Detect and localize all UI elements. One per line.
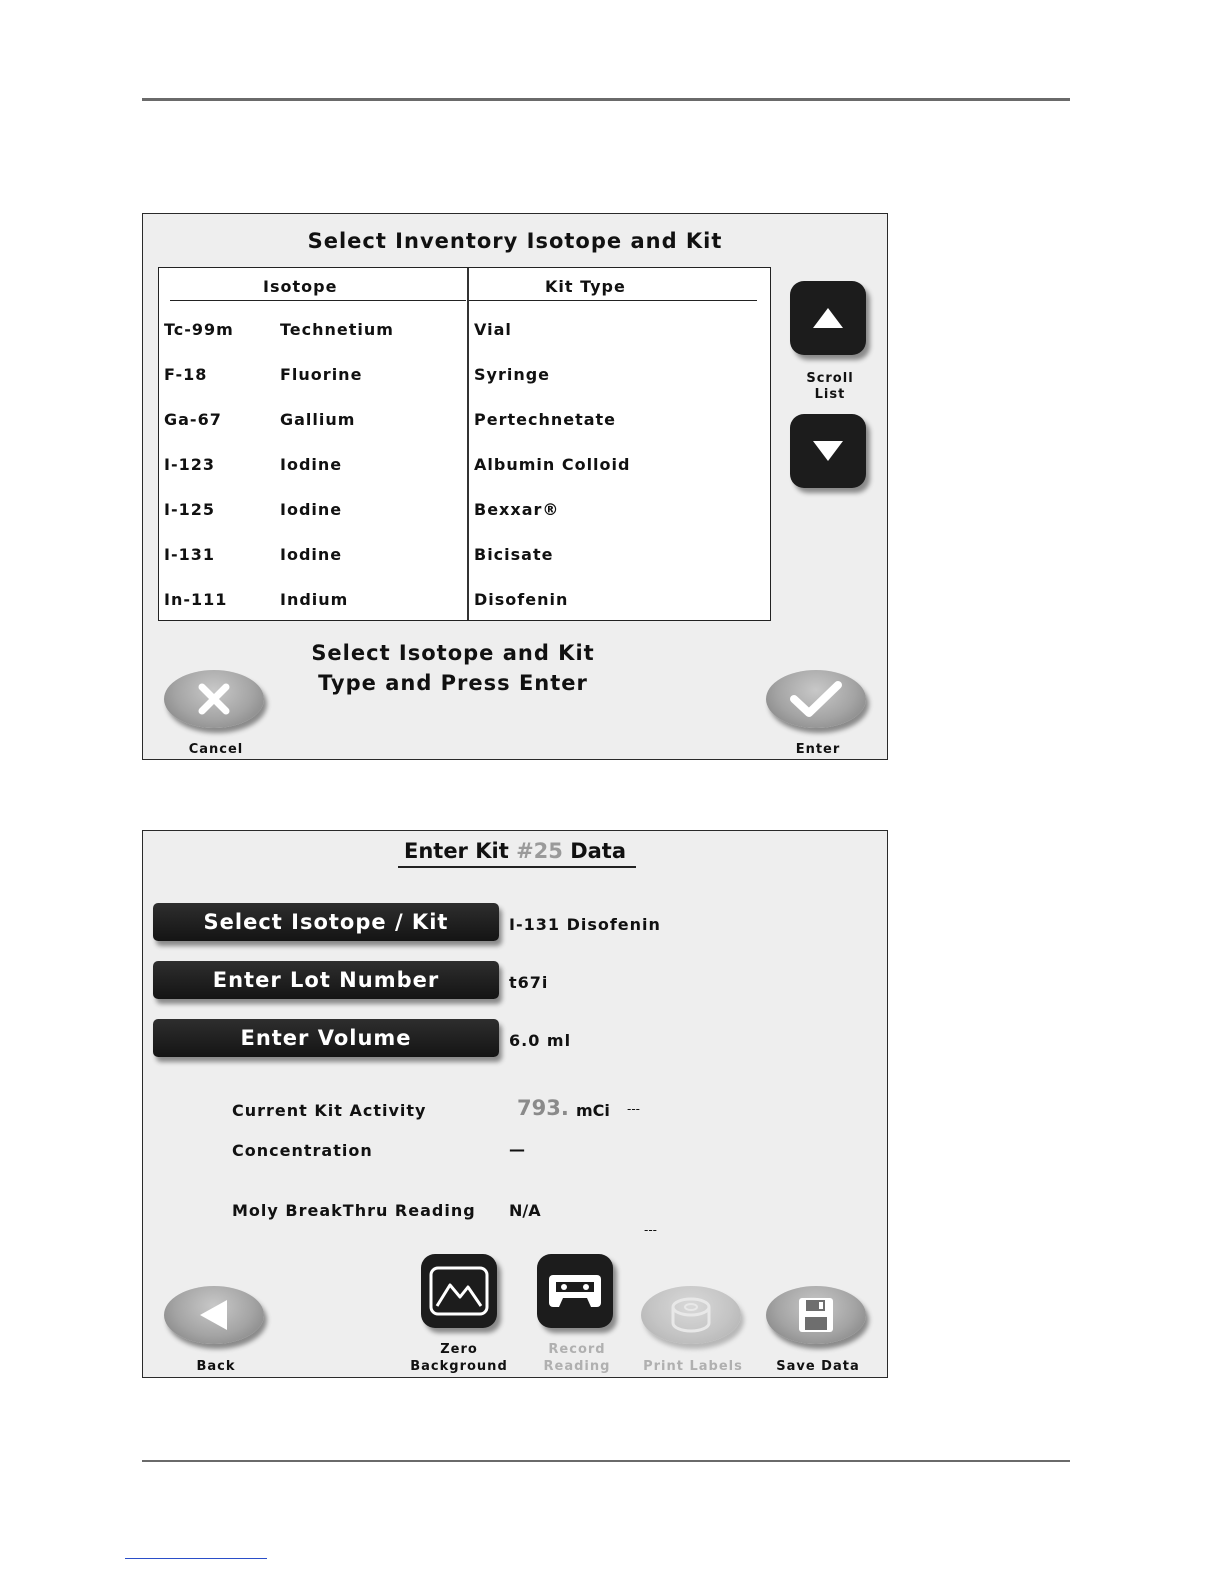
isotope-symbol[interactable]: F-18 bbox=[164, 365, 208, 384]
activity-extra: --- bbox=[627, 1102, 640, 1116]
message-line: Select Isotope and Kit bbox=[311, 641, 595, 665]
kit-type[interactable]: Syringe bbox=[474, 365, 551, 384]
kit-type[interactable]: Bicisate bbox=[474, 545, 554, 564]
floppy-disk-icon bbox=[797, 1296, 835, 1334]
kit-type[interactable]: Pertechnetate bbox=[474, 410, 617, 429]
triangle-down-icon bbox=[811, 439, 845, 463]
header-underline bbox=[469, 300, 757, 301]
isotope-column-header: Isotope bbox=[263, 277, 338, 296]
list-row[interactable] bbox=[159, 586, 770, 616]
zero-background-button[interactable] bbox=[421, 1254, 497, 1328]
concentration-label: Concentration bbox=[232, 1141, 373, 1160]
enter-kit-data-dialog bbox=[142, 830, 888, 1378]
list-row[interactable] bbox=[159, 361, 770, 391]
volume-value: 6.0 ml bbox=[509, 1031, 572, 1050]
instruction-message bbox=[303, 638, 603, 698]
isotope-name[interactable]: Iodine bbox=[280, 455, 343, 474]
isotope-symbol[interactable]: Tc-99m bbox=[164, 320, 234, 339]
kit-type[interactable]: Vial bbox=[474, 320, 512, 339]
moly-extra: --- bbox=[644, 1223, 657, 1237]
zero-label-line: Zero bbox=[440, 1342, 478, 1357]
isotope-symbol[interactable]: I-123 bbox=[164, 455, 215, 474]
title-suffix: Data bbox=[570, 839, 627, 863]
arrow-left-icon bbox=[197, 1297, 231, 1333]
isotope-name[interactable]: Technetium bbox=[280, 320, 394, 339]
isotope-symbol[interactable]: In-111 bbox=[164, 590, 228, 609]
select-isotope-kit-button[interactable]: Select Isotope / Kit bbox=[153, 903, 499, 941]
isotope-name[interactable]: Iodine bbox=[280, 545, 343, 564]
triangle-up-icon bbox=[811, 306, 845, 330]
scroll-label-line: List bbox=[814, 387, 846, 402]
isotope-name[interactable]: Indium bbox=[280, 590, 349, 609]
scroll-label-line: Scroll bbox=[806, 371, 854, 386]
selected-isotope-kit-value: I-131 Disofenin bbox=[509, 915, 661, 934]
isotope-name[interactable]: Gallium bbox=[280, 410, 356, 429]
activity-unit: mCi bbox=[576, 1101, 610, 1120]
record-reading-button[interactable] bbox=[537, 1254, 613, 1328]
checkmark-icon bbox=[789, 679, 843, 719]
enter-button[interactable] bbox=[766, 670, 866, 728]
scroll-up-button[interactable] bbox=[790, 281, 866, 355]
mountain-icon bbox=[428, 1265, 490, 1317]
record-label-line: Record bbox=[548, 1342, 606, 1357]
list-row[interactable] bbox=[159, 451, 770, 481]
cassette-icon bbox=[547, 1271, 603, 1311]
kit-type[interactable]: Bexxar® bbox=[474, 500, 560, 519]
list-row[interactable] bbox=[159, 406, 770, 436]
kit-type[interactable]: Disofenin bbox=[474, 590, 569, 609]
concentration-value: — bbox=[509, 1140, 525, 1159]
save-data-button[interactable] bbox=[766, 1286, 866, 1344]
zero-label-line: Background bbox=[410, 1359, 508, 1374]
message-line: Type and Press Enter bbox=[318, 671, 588, 695]
title-prefix: Enter Kit bbox=[403, 839, 509, 863]
bottom-rule bbox=[142, 1460, 1070, 1462]
kit-number: #25 bbox=[516, 839, 563, 863]
cancel-button[interactable] bbox=[164, 670, 264, 728]
scroll-down-button[interactable] bbox=[790, 414, 866, 488]
dialog-title bbox=[143, 839, 887, 863]
print-labels-button[interactable] bbox=[641, 1286, 741, 1344]
lot-number-value: t67i bbox=[509, 973, 549, 992]
isotope-symbol[interactable]: I-131 bbox=[164, 545, 215, 564]
isotope-kit-list bbox=[158, 267, 771, 621]
zero-background-label bbox=[409, 1341, 509, 1375]
activity-label: Current Kit Activity bbox=[232, 1101, 427, 1120]
isotope-name[interactable]: Fluorine bbox=[280, 365, 363, 384]
back-label: Back bbox=[196, 1359, 236, 1374]
top-rule bbox=[142, 98, 1070, 101]
list-row[interactable] bbox=[159, 316, 770, 346]
record-label-line: Reading bbox=[543, 1359, 611, 1374]
enter-lot-number-button[interactable]: Enter Lot Number bbox=[153, 961, 499, 999]
save-data-label: Save Data bbox=[776, 1359, 860, 1374]
record-reading-label bbox=[527, 1341, 627, 1375]
isotope-name[interactable]: Iodine bbox=[280, 500, 343, 519]
list-row[interactable] bbox=[159, 496, 770, 526]
dialog-title: Select Inventory Isotope and Kit bbox=[307, 229, 723, 253]
moly-breakthru-label: Moly BreakThru Reading bbox=[232, 1201, 476, 1220]
activity-value: 793. bbox=[517, 1096, 569, 1120]
footnote-rule bbox=[125, 1558, 267, 1559]
header-underline bbox=[170, 300, 466, 301]
back-button[interactable] bbox=[164, 1286, 264, 1344]
enter-volume-button[interactable]: Enter Volume bbox=[153, 1019, 499, 1057]
isotope-symbol[interactable]: I-125 bbox=[164, 500, 215, 519]
isotope-symbol[interactable]: Ga-67 bbox=[164, 410, 222, 429]
cancel-label: Cancel bbox=[188, 742, 244, 757]
close-icon bbox=[196, 681, 232, 717]
kit-type-column-header: Kit Type bbox=[545, 277, 626, 296]
select-inventory-dialog bbox=[142, 213, 888, 760]
scroll-list-label bbox=[790, 371, 870, 403]
title-underline bbox=[398, 866, 636, 868]
kit-type[interactable]: Albumin Colloid bbox=[474, 455, 631, 474]
label-roll-icon bbox=[667, 1295, 715, 1335]
enter-label: Enter bbox=[795, 742, 841, 757]
moly-breakthru-value: N/A bbox=[509, 1201, 541, 1220]
print-labels-label: Print Labels bbox=[643, 1359, 743, 1374]
list-row[interactable] bbox=[159, 541, 770, 571]
